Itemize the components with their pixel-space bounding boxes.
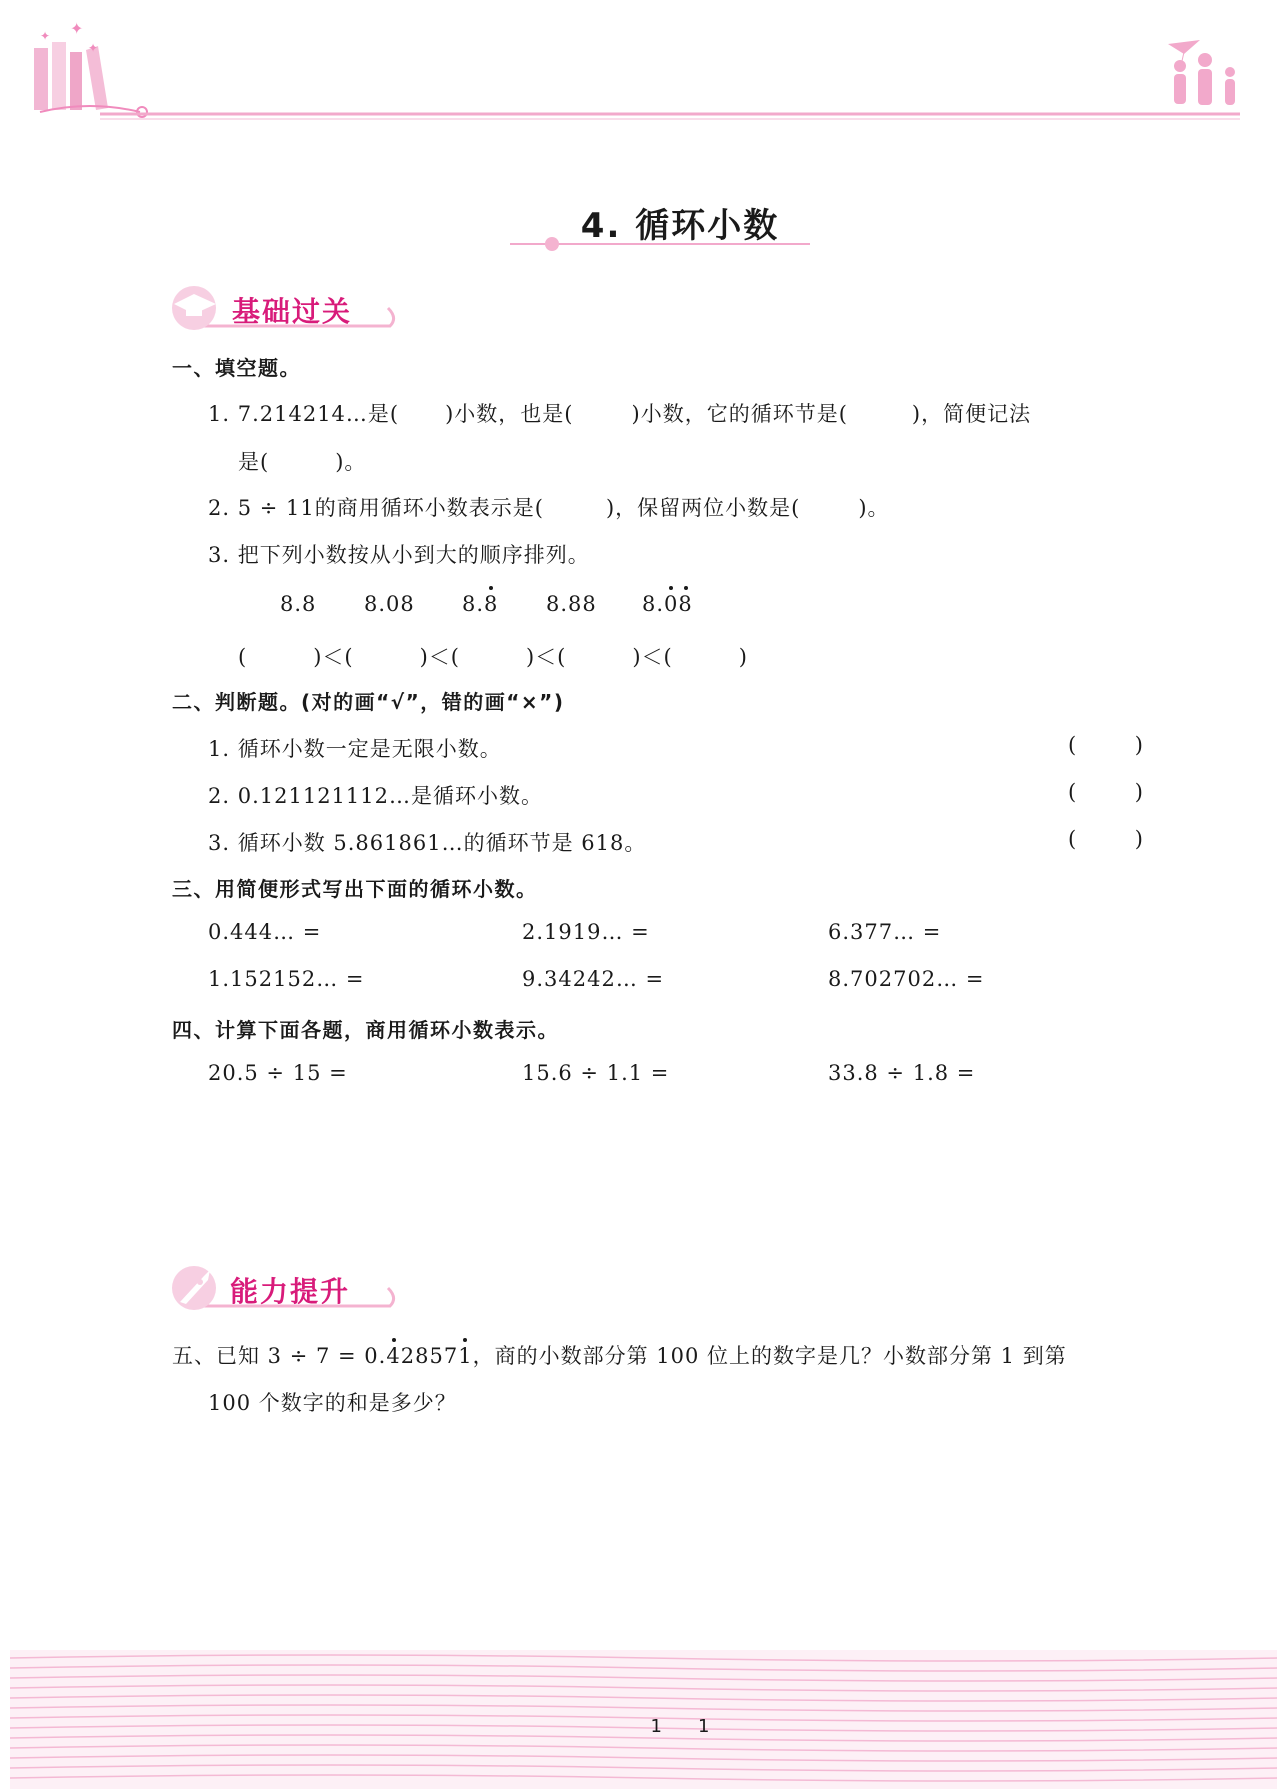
section-banner-basic [170,282,400,334]
svg-text:✦: ✦ [70,19,84,38]
q1-item1-line1 [208,398,1031,428]
q1-item2 [208,492,890,522]
q1-number-4: 8.88 [546,592,597,616]
q2-answer-3: ( ) [1068,827,1144,851]
q5-line2: 100 个数字的和是多少？ [208,1391,457,1415]
repeating-digit: 8 [484,592,499,616]
q2-item-1: 1. 循环小数一定是无限小数。 [208,737,502,761]
q1-item2-a: 2. 5 ÷ 11的商用循环小数表示是( [208,496,544,520]
q5-line1-b: ，商的小数部分第 100 位上的数字是几？小数部分第 1 到第 [472,1344,1067,1368]
q1-item1-line2 [238,446,366,476]
q2-answer-2: ( ) [1068,780,1144,804]
q2-heading: 二、判断题。(对的画“√”，错的画“×”) [172,690,565,714]
q3-r2-c3: 8.702702… = [828,967,985,991]
q1-item2-b: )，保留两位小数是( [605,496,801,520]
q5-line1: 五、已知 3 ÷ 7 = 0.428571，商的小数部分第 100 位上的数字是几？小数部分第 1 到第 [172,1344,1067,1368]
q1-number-5-repeating: 8.08 [642,592,693,616]
q1-item1-a: 1. 7.214214…是( [208,402,400,426]
repeating-digit: 0 [664,592,679,616]
q1-item1-b: )小数，也是( [445,402,574,426]
q1-item1-c: )小数，它的循环节是( [631,402,848,426]
q2-item-3: 3. 循环小数 5.861861…的循环节是 618。 [208,831,647,855]
repeating-digit: 8 [678,592,693,616]
header-decoration [0,0,1287,140]
q1-heading: 一、填空题。 [172,356,301,380]
q2-answer-1: ( ) [1068,733,1144,757]
section-title-basic: 基础过关 [232,295,353,328]
q1-number-3-repeating: 8.8 [462,592,499,616]
q4-heading: 四、计算下面各题，商用循环小数表示。 [172,1018,559,1042]
repeating-digit-end: 1 [458,1344,473,1368]
page-number: 1 1 [650,1716,710,1737]
svg-text:✦: ✦ [88,41,99,55]
section-title-advance: 能力提升 [230,1275,351,1308]
q3-r2-c1: 1.152152… = [208,967,365,991]
q1-order-row: ( )＜( )＜( )＜( )＜( ) [238,645,748,669]
q4-item-1: 20.5 ÷ 15 = [208,1061,348,1085]
q1-item1-d: )，简便记法 [911,402,1032,426]
q1-item3: 3. 把下列小数按从小到大的顺序排列。 [208,543,590,567]
title-text: 4. 循环小数 [580,206,780,246]
title-underline [510,236,810,252]
q1-item1-f: )。 [335,450,367,474]
q1-number-2: 8.08 [364,592,415,616]
repeating-digit-start: 4 [386,1344,401,1368]
header-books-icon [0,0,1287,140]
q4-item-3: 33.8 ÷ 1.8 = [828,1061,976,1085]
q3-heading: 三、用简便形式写出下面的循环小数。 [172,877,538,901]
svg-text:✦: ✦ [40,29,51,43]
q1-item1-e: 是( [238,450,270,474]
section-banner-advance [170,1262,400,1314]
q3-r1-c2: 2.1919… = [522,920,650,944]
q4-item-2: 15.6 ÷ 1.1 = [522,1061,670,1085]
q1-item2-c: )。 [858,496,890,520]
q2-item-2: 2. 0.121121112…是循环小数。 [208,784,543,808]
q3-r1-c1: 0.444… = [208,920,322,944]
q3-r2-c2: 9.34242… = [522,967,665,991]
q1-number-1: 8.8 [280,592,317,616]
q3-r1-c3: 6.377… = [828,920,942,944]
q5-line1-a: 五、已知 3 ÷ 7 = 0. [172,1344,387,1368]
